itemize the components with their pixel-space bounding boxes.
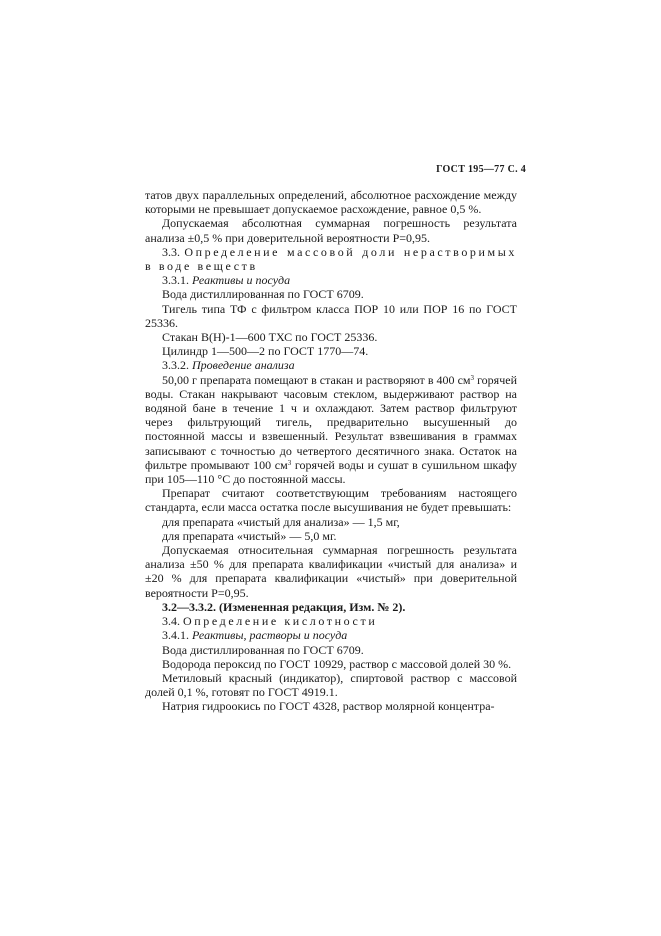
section-number: 3.3. (162, 244, 180, 259)
text-run: горячей воды. Стакан накрывают часовым стеклом, выдерживают раствор на водяной бане в течение 1 ч и охлаждают. Затем раствор фильтруют через фильтрующий тигель, предварительно высушенный до постоянной массы и взвешенный. Результат взвешивания в граммах записывают с точностью до четвертого десятичного знака. Остаток на фильтре промывают 100 см (145, 372, 517, 472)
list-item: для препарата «чистый для анализа» — 1,5 мг, (162, 514, 400, 529)
document-body (145, 188, 517, 714)
paragraph: Вода дистиллированная по ГОСТ 6709. (162, 642, 364, 657)
subsection-title: Проведение анализа (192, 358, 295, 373)
section-title: Определение массовой доли нерастворимых в воде веществ (145, 244, 518, 274)
page-header: ГОСТ 195—77 С. 4 (436, 164, 526, 175)
subsection-title: Реактивы и посуда (192, 273, 291, 288)
subsection-title: Реактивы, растворы и посуда (192, 628, 348, 643)
paragraph: Препарат считают соответствующим требованиям настоящего стандарта, если масса остатка после высушивания не будет превышать: (145, 486, 517, 515)
section-number: 3.3.1. (162, 273, 189, 288)
superscript: 3 (287, 458, 292, 467)
paragraph (145, 373, 517, 487)
paragraph: Вода дистиллированная по ГОСТ 6709. (162, 287, 364, 302)
paragraph: Тигель типа ТФ с фильтром класса ПОР 10 или ПОР 16 по ГОСТ 25336. (145, 301, 517, 330)
paragraph: татов двух параллельных определений, абсолютное расхождение между которыми не превышает допускаемое расхождение, равное 0,5 %. (145, 188, 517, 217)
section-heading (145, 614, 517, 628)
section-number: 3.4. (162, 614, 180, 629)
list-item: для препарата «чистый» — 5,0 мг. (162, 528, 337, 543)
paragraph: Допускаемая абсолютная суммарная погрешность результата анализа ±0,5 % при доверительной вероятности Р=0,95. (145, 216, 517, 245)
paragraph: Допускаемая относительная суммарная погрешность результата анализа ±50 % для препарата квалификации «чистый для анализа» и ±20 % для препарата квалификации «чистый» при доверительной вероятности Р=0,95. (145, 543, 517, 600)
subsection-heading (145, 628, 517, 642)
section-title: Определение кислотности (183, 614, 378, 629)
paragraph: Метиловый красный (индикатор), спиртовой раствор с массовой долей 0,1 %, готовят по ГОСТ 4919.1. (145, 670, 517, 700)
section-number: 3.3.2. (162, 358, 189, 373)
superscript: 3 (470, 373, 475, 382)
text-run: 50,00 г препарата помещают в стакан и растворяют в 400 см (162, 372, 471, 387)
subsection-heading (145, 273, 517, 287)
paragraph: Стакан В(Н)-1—600 ТХС по ГОСТ 25336. (162, 330, 378, 345)
paragraph: Цилиндр 1—500—2 по ГОСТ 1770—74. (162, 344, 369, 359)
amendment-note: 3.2—3.3.2. (Измененная редакция, Изм. № 2). (162, 599, 406, 614)
section-heading (145, 245, 517, 273)
text-run: горячей воды и сушат в сушильном шкафу при 105—110 °С до постоянной массы. (145, 457, 518, 487)
paragraph: Натрия гидроокись по ГОСТ 4328, раствор молярной концентра- (162, 699, 495, 714)
subsection-heading (145, 358, 517, 372)
paragraph: Водорода пероксид по ГОСТ 10929, раствор с массовой долей 30 %. (162, 656, 512, 671)
section-number: 3.4.1. (162, 628, 189, 643)
